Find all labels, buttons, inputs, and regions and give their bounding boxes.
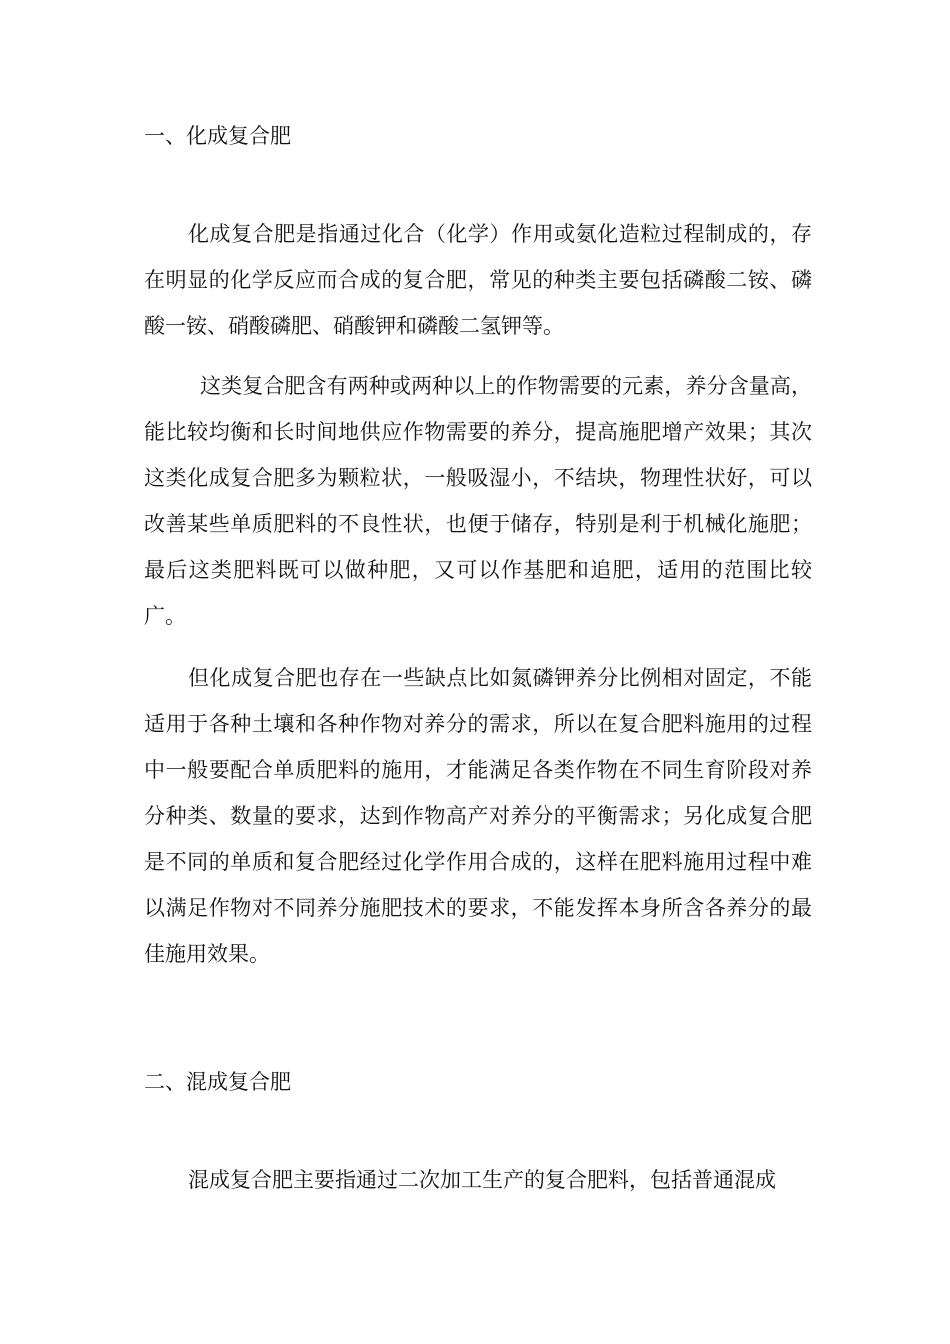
paragraph: 这类复合肥含有两种或两种以上的作物需要的元素，养分含量高，能比较均衡和长时间地供应作物需要的养分，提高施肥增产效果；其次这类化成复合肥多为颗粒状，一般吸湿小，不结块，物理性状好，可以改善某些单质肥料的不良性状，也便于储存，特别是利于机械化施肥；最后这类肥料既可以做种肥，又可以作基肥和追肥，适用的范围比较广。 <box>144 374 812 628</box>
paragraph: 化成复合肥是指通过化合（化学）作用或氨化造粒过程制成的，存在明显的化学反应而合成的复合肥，常见的种类主要包括磷酸二铵、磷酸一铵、硝酸磷肥、硝酸钾和磷酸二氢钾等。 <box>144 222 812 338</box>
section-heading-2: 二、混成复合肥 <box>144 1070 291 1094</box>
paragraph: 但化成复合肥也存在一些缺点比如氮磷钾养分比例相对固定，不能适用于各种土壤和各种作物对养分的需求，所以在复合肥料施用的过程中一般要配合单质肥料的施用，才能满足各类作物在不同生育阶段对养分种类、数量的要求，达到作物高产对养分的平衡需求；另化成复合肥是不同的单质和复合肥经过化学作用合成的，这样在肥料施用过程中难以满足作物对不同养分施肥技术的要求，不能发挥本身所含各养分的最佳施用效果。 <box>144 666 812 966</box>
section-heading-1: 一、化成复合肥 <box>144 124 291 148</box>
paragraph: 混成复合肥主要指通过二次加工生产的复合肥料，包括普通混成 <box>188 1168 776 1192</box>
